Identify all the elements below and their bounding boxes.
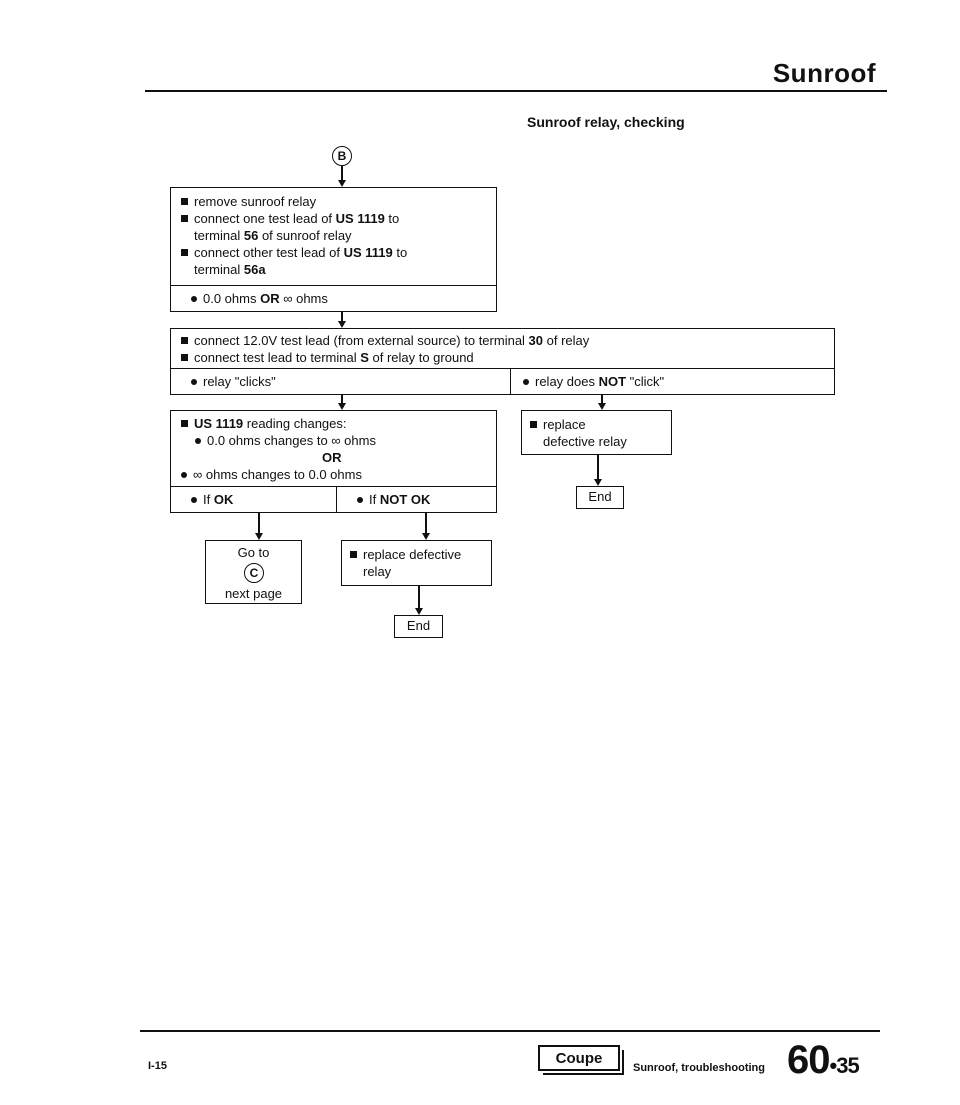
- replace-right-line-2: defective relay: [543, 434, 627, 449]
- connector-ok-goto: [258, 513, 260, 535]
- arrow-icon: [255, 533, 263, 540]
- footer-rule: [140, 1030, 880, 1032]
- step2-result-no-click: relay does NOT "click": [511, 369, 833, 394]
- page-number-major: 60: [787, 1038, 830, 1082]
- step3-instructions: [171, 411, 496, 487]
- arrow-icon: [422, 533, 430, 540]
- bullet-square-icon: [350, 551, 357, 558]
- goto-marker-wrap: [206, 561, 301, 585]
- page-code: I-15: [148, 1060, 167, 1072]
- step2-result-clicks: relay "clicks": [171, 369, 511, 394]
- step1-line-4: connect other test lead of US 1119 to: [181, 244, 486, 261]
- bullet-square-icon: [181, 420, 188, 427]
- step3-box: [170, 410, 497, 513]
- bullet-square-icon: [181, 354, 188, 361]
- bullet-square-icon: [181, 249, 188, 256]
- arrow-icon: [338, 403, 346, 410]
- bullet-dot-icon: [357, 497, 363, 503]
- end-box-right: End: [576, 486, 624, 509]
- bullet-dot-icon: [195, 438, 201, 444]
- coupe-badge: [538, 1045, 620, 1071]
- step3-line-3: OR: [322, 450, 342, 465]
- bullet-square-icon: [181, 198, 188, 205]
- arrow-icon: [594, 479, 602, 486]
- header-rule: [145, 90, 887, 92]
- coupe-badge-label: Coupe: [555, 1050, 603, 1067]
- goto-box: [205, 540, 302, 604]
- arrow-icon: [338, 321, 346, 328]
- step2-line-1: connect 12.0V test lead (from external source) to terminal 30 of relay: [181, 332, 824, 349]
- bullet-square-icon: [181, 337, 188, 344]
- step1-line-2: connect one test lead of US 1119 to: [181, 210, 486, 227]
- step3-result-not-ok: If NOT OK: [337, 487, 495, 512]
- page-subtitle: Sunroof relay, checking: [527, 114, 685, 130]
- replace-bottom-line-2: relay: [363, 564, 392, 579]
- continue-marker-c: C: [244, 563, 264, 583]
- bullet-dot-icon: [181, 472, 187, 478]
- step1-line-5: terminal 56a: [194, 262, 266, 277]
- replace-right-line-1: replace: [530, 416, 663, 433]
- replace-relay-box-bottom: [341, 540, 492, 586]
- page-number: [787, 1038, 859, 1083]
- step2-line-2: connect test lead to terminal S of relay to ground: [181, 349, 824, 366]
- page-title: Sunroof: [772, 58, 876, 88]
- bullet-dot-icon: [191, 497, 197, 503]
- arrow-icon: [415, 608, 423, 615]
- section-title: Sunroof, troubleshooting: [633, 1062, 765, 1074]
- bullet-dot-icon: [191, 296, 197, 302]
- step3-line-4: ∞ ohms changes to 0.0 ohms: [181, 466, 486, 483]
- step1-result: 0.0 ohms OR ∞ ohms: [171, 286, 496, 312]
- connector-b-step1: [341, 166, 343, 180]
- step1-line-3: terminal 56 of sunroof relay: [194, 228, 352, 243]
- connector-replace-end-bottom: [418, 586, 420, 610]
- start-marker-b: B: [332, 146, 352, 166]
- goto-line-1: Go to: [237, 545, 270, 560]
- replace-bottom-line-1: replace defective: [350, 546, 483, 563]
- arrow-icon: [338, 180, 346, 187]
- bullet-dot-icon: [523, 379, 529, 385]
- arrow-icon: [598, 403, 606, 410]
- step2-box: [170, 328, 835, 395]
- replace-relay-box-right: [521, 410, 672, 455]
- bullet-dot-icon: [191, 379, 197, 385]
- step1-line-1: remove sunroof relay: [181, 193, 486, 210]
- page-number-separator-dot-icon: •: [829, 1053, 837, 1078]
- step3-result-ok: If OK: [171, 487, 337, 512]
- bullet-square-icon: [530, 421, 537, 428]
- end-box-bottom: End: [394, 615, 443, 638]
- goto-line-2: next page: [224, 586, 283, 601]
- step1-box: [170, 187, 497, 312]
- step3-line-2: 0.0 ohms changes to ∞ ohms: [181, 432, 486, 449]
- connector-notok-replace: [425, 513, 427, 535]
- step2-instructions: [171, 329, 834, 369]
- bullet-square-icon: [181, 215, 188, 222]
- connector-replace-end-right: [597, 455, 599, 481]
- step1-instructions: [171, 188, 496, 286]
- step3-line-1: US 1119 reading changes:: [181, 415, 486, 432]
- page-number-minor: 35: [836, 1053, 859, 1078]
